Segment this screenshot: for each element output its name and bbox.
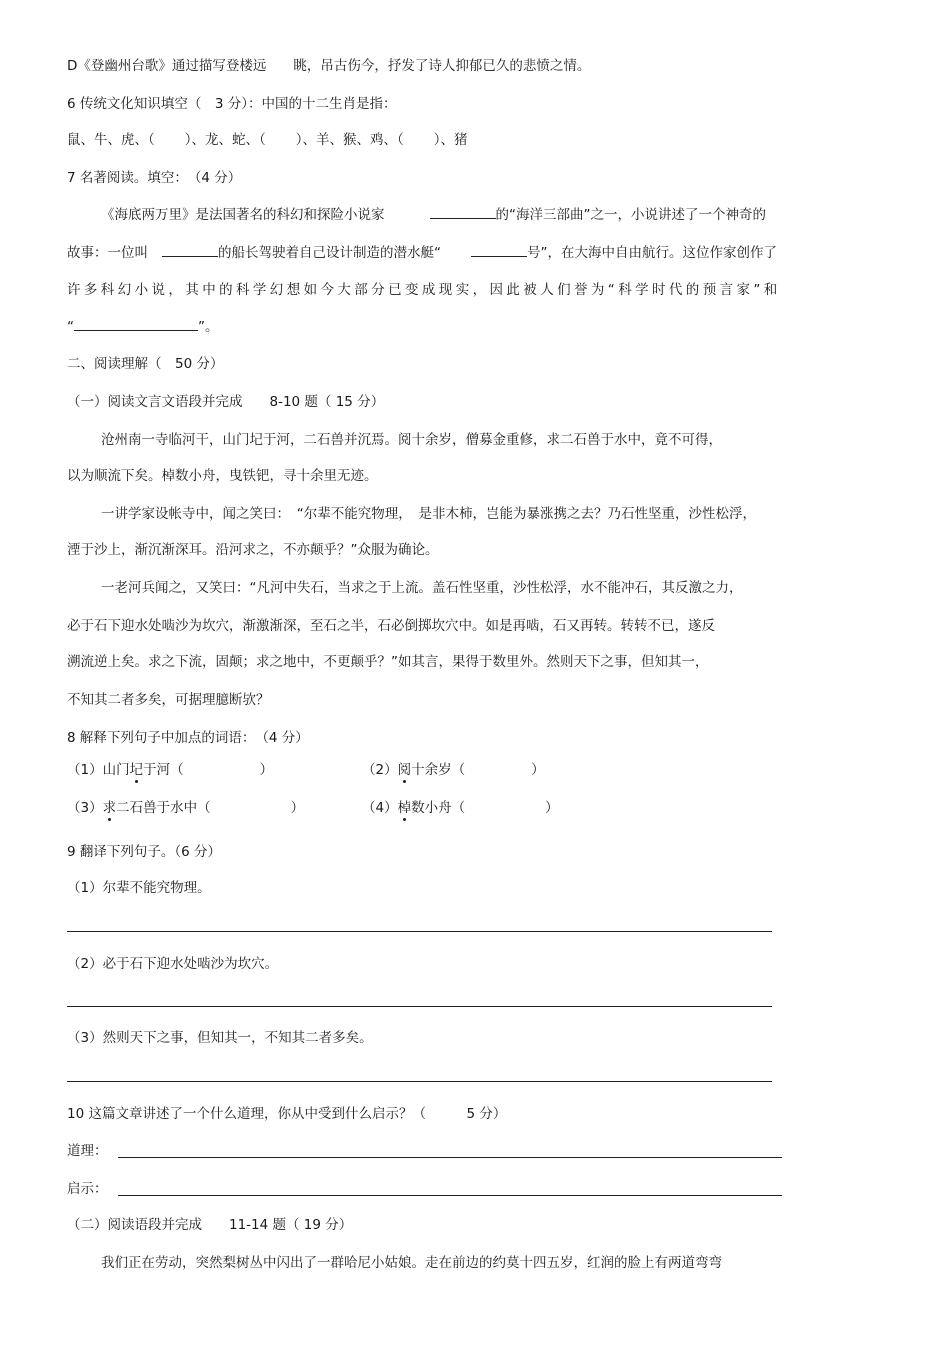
q7-blank-captain[interactable] (162, 242, 218, 257)
q9-answer-line-2[interactable] (67, 1006, 772, 1007)
wenyan-line-4: 湮于沙上，渐沉渐深耳。沿河求之，不亦颠乎？”众服为确论。 (67, 542, 439, 558)
q8-item-4 (362, 798, 559, 818)
q8-title: 8 解释下列句子中加点的词语： （4 分） (67, 730, 309, 746)
q8-text: （3） (67, 800, 103, 816)
q7-para-line-1 (101, 204, 766, 225)
q8-item-2 (362, 760, 545, 780)
q9-title: 9 翻译下列句子。（6 分） (67, 844, 222, 860)
q8-text: （2） (362, 762, 398, 778)
q8-text: ） (290, 800, 305, 816)
q8-text: （1）山门 (67, 762, 130, 778)
q6-part-d: ）、猪 (433, 132, 468, 148)
section-2-1-title: （一）阅读文言文语段并完成 8-10 题（ 15 分） (67, 394, 385, 410)
reading-passage-line-1: 我们正在劳动，突然梨树丛中闪出了一群哈尼小姑娘。走在前边的约莫十四五岁，红润的脸上有两道弯弯 (101, 1255, 722, 1271)
wenyan-line-5: 一老河兵闻之，又笑曰：“凡河中失石，当求之于上流。盖石性坚重，沙性松浮，水不能冲石，其反激之力， (101, 580, 743, 596)
q6-part-b: ）、龙、蛇、（ (184, 132, 266, 148)
section-2-2-title: （二）阅读语段并完成 11-14 题（ 19 分） (67, 1217, 353, 1233)
option-d-line: D《登幽州台歌》通过描写登楼远 眺，吊古伤今，抒发了诗人抑郁已久的悲愤之情。 (67, 58, 591, 74)
q8-text: 十余岁（ (411, 762, 466, 778)
q8-dotted-word: 求 (102, 800, 117, 816)
q7-blank-title[interactable] (74, 316, 198, 331)
q7-blank-author[interactable] (430, 204, 496, 219)
q9-answer-line-3[interactable] (67, 1081, 772, 1082)
q9-item-2: （2）必于石下迎水处啮沙为坎穴。 (67, 956, 279, 972)
q7-text: “ (67, 319, 74, 335)
wenyan-line-8: 不知其二者多矣，可据理臆断欤？ (67, 692, 270, 708)
q8-text: 二石兽于水中（ (116, 800, 211, 816)
q7-para-line-3: 许多科幻小说，其中的科学幻想如今大部分已变成现实，因此被人们誉为“科学时代的预言家”和 (67, 282, 781, 298)
q8-text: ） (531, 762, 545, 778)
q8-text: 于河（ (143, 762, 184, 778)
q10-qishi-label: 启示： (67, 1181, 108, 1197)
q8-dotted-word: 圮 (129, 762, 144, 778)
q9-answer-line-1[interactable] (67, 931, 772, 932)
q6-title: 6 传统文化知识填空（ 3 分）：中国的十二生肖是指： (67, 96, 397, 112)
q7-para-line-2 (67, 242, 777, 263)
q6-zodiac-line (67, 130, 468, 150)
q8-text: ） (259, 762, 274, 778)
q7-blank-submarine[interactable] (471, 242, 527, 257)
q8-item-3 (67, 798, 304, 818)
wenyan-line-2: 以为顺流下矣。棹数小舟，曳铁钯，寻十余里无迹。 (67, 468, 378, 484)
wenyan-line-3: 一讲学家设帐寺中，闻之笑曰： “尔辈不能究物理， 是非木柿，岂能为暴涨携之去？乃石性坚重，沙性松浮， (101, 506, 756, 522)
q7-para-line-4 (67, 316, 219, 337)
q8-item-1 (67, 760, 273, 780)
q7-text: 《海底两万里》是法国著名的科幻和探险小说家 (101, 207, 385, 223)
q8-text: ） (545, 800, 559, 816)
q6-part-c: ）、羊、猴、鸡、（ (295, 132, 404, 148)
wenyan-line-6: 必于石下迎水处啮沙为坎穴，渐激渐深，至石之半，石必倒掷坎穴中。如是再啮，石又再转。转转不已，遂反 (67, 618, 715, 634)
q10-title: 10 这篇文章讲述了一个什么道理，你从中受到什么启示？（ 5 分） (67, 1106, 507, 1122)
q7-text: 号”，在大海中自由航行。这位作家创作了 (527, 245, 777, 261)
q10-daoli-label: 道理： (67, 1143, 108, 1159)
q7-text: 的船长驾驶着自己设计制造的潜水艇“ (218, 245, 441, 261)
q8-dotted-word: 棹 (397, 800, 412, 816)
q7-title: 7 名著阅读。填空： （4 分） (67, 170, 242, 186)
q7-text: 的“海洋三部曲”之一，小说讲述了一个神奇的 (495, 207, 766, 223)
q9-item-1: （1）尔辈不能究物理。 (67, 880, 211, 896)
q7-text: 故事：一位叫 (67, 245, 148, 261)
q8-dotted-word: 阅 (397, 762, 412, 778)
q10-daoli-answer-line[interactable] (118, 1157, 782, 1158)
q6-part-a: 鼠、牛、虎、（ (67, 132, 155, 148)
section-2-title: 二、阅读理解（ 50 分） (67, 356, 224, 372)
q8-text: 数小舟（ (411, 800, 466, 816)
wenyan-line-1: 沧州南一寺临河干，山门圮于河，二石兽并沉焉。阅十余岁，僧募金重修，求二石兽于水中，竟不可得， (101, 432, 722, 448)
wenyan-line-7: 溯流逆上矣。求之下流，固颠；求之地中，不更颠乎？”如其言，果得于数里外。然则天下之事，但知其一， (67, 654, 709, 670)
q9-item-3: （3）然则天下之事，但知其一，不知其二者多矣。 (67, 1030, 373, 1046)
q10-qishi-answer-line[interactable] (118, 1195, 782, 1196)
q7-text: ”。 (198, 319, 219, 335)
q8-text: （4） (362, 800, 398, 816)
